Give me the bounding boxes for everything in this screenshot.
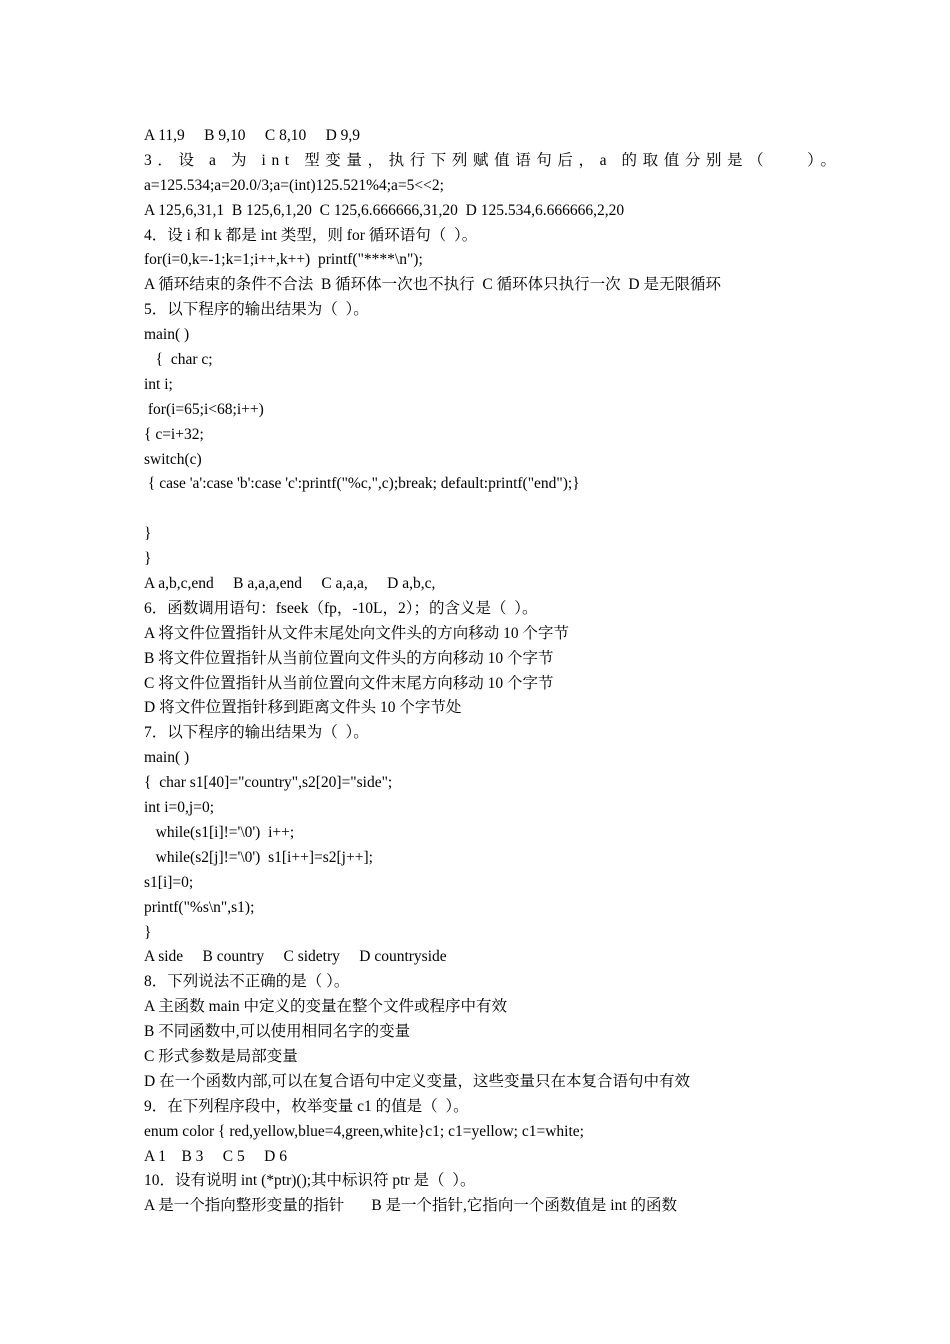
q5-code-line: { c=i+32; — [144, 425, 204, 443]
q5-code-line: for(i=65;i<68;i++) — [144, 400, 264, 418]
q7-options: A side B country C sidetry D countryside — [144, 948, 447, 966]
q7-code-line: s1[i]=0; — [144, 873, 194, 891]
q5-code-line: { case 'a':case 'b':case 'c':printf("%c,",c);break; default:printf("end");} — [144, 475, 580, 493]
q5-code-line: switch(c) — [144, 450, 202, 468]
q6-option-b: B 将文件位置指针从当前位置向文件头的方向移动 10 个字节 — [144, 649, 554, 667]
q5-code-line: int i; — [144, 375, 173, 393]
q5-options: A a,b,c,end B a,a,a,end C a,a,a, D a,b,c, — [144, 575, 436, 593]
q7-code-line: printf("%s\n",s1); — [144, 898, 255, 916]
q3-stem: 3．设 a 为 int 型变量，执行下列赋值语句后，a 的取值分别是（ ）。 — [144, 151, 842, 169]
q8-option-d: D 在一个函数内部,可以在复合语句中定义变量，这些变量只在本复合语句中有效 — [144, 1072, 690, 1090]
q7-code-line: main( ) — [144, 749, 190, 767]
exam-text — [144, 124, 842, 1219]
q7-code-line: while(s2[j]!='\0') s1[i++]=s2[j++]; — [144, 848, 373, 866]
q5-code-line: } — [144, 525, 152, 543]
q7-code-line: int i=0,j=0; — [144, 799, 215, 817]
q9-stem: 9．在下列程序段中，枚举变量 c1 的值是（ ）。 — [144, 1097, 469, 1115]
q8-option-c: C 形式参数是局部变量 — [144, 1047, 298, 1065]
q8-stem: 8．下列说法不正确的是（ ）。 — [144, 973, 350, 991]
q10-stem: 10．设有说明 int (*ptr)();其中标识符 ptr 是（ ）。 — [144, 1172, 476, 1190]
q5-code-line: main( ) — [144, 326, 190, 344]
q7-code-line: while(s1[i]!='\0') i++; — [144, 823, 295, 841]
q3-options: A 125,6,31,1 B 125,6,1,20 C 125,6.666666,31,20 D 125.534,6.666666,2,20 — [144, 201, 625, 219]
q8-option-a: A 主函数 main 中定义的变量在整个文件或程序中有效 — [144, 998, 507, 1016]
q4-code: for(i=0,k=-1;k=1;i++,k++) printf("****\n"); — [144, 251, 423, 269]
q3-code: a=125.534;a=20.0/3;a=(int)125.521%4;a=5<<2; — [144, 176, 444, 194]
q10-options: A 是一个指向整形变量的指针 B 是一个指针,它指向一个函数值是 int 的函数 — [144, 1197, 678, 1215]
q4-stem: 4．设 i 和 k 都是 int 类型，则 for 循环语句（ ）。 — [144, 226, 478, 244]
q6-option-a: A 将文件位置指针从文件末尾处向文件头的方向移动 10 个字节 — [144, 624, 569, 642]
q6-option-d: D 将文件位置指针移到距离文件头 10 个字节处 — [144, 699, 462, 717]
q6-stem: 6．函数调用语句：fseek（fp，-10L，2）；的含义是（ ）。 — [144, 599, 538, 617]
q5-code-line: } — [144, 550, 152, 568]
q8-option-b: B 不同函数中,可以使用相同名字的变量 — [144, 1023, 411, 1041]
q7-code-line: { char s1[40]="country",s2[20]="side"; — [144, 774, 393, 792]
q9-options: A 1 B 3 C 5 D 6 — [144, 1147, 287, 1165]
q7-code-line: } — [144, 923, 152, 941]
q4-options: A 循环结束的条件不合法 B 循环体一次也不执行 C 循环体只执行一次 D 是无限循环 — [144, 276, 721, 294]
q5-stem: 5．以下程序的输出结果为（ ）。 — [144, 301, 369, 319]
q6-option-c: C 将文件位置指针从当前位置向文件末尾方向移动 10 个字节 — [144, 674, 554, 692]
q5-code-line: { char c; — [144, 351, 213, 369]
blank-line — [144, 497, 834, 522]
q2-options: A 11,9 B 9,10 C 8,10 D 9,9 — [144, 127, 361, 144]
q9-code: enum color { red,yellow,blue=4,green,white}c1; c1=yellow; c1=white; — [144, 1122, 584, 1140]
q7-stem: 7．以下程序的输出结果为（ ）。 — [144, 724, 369, 742]
